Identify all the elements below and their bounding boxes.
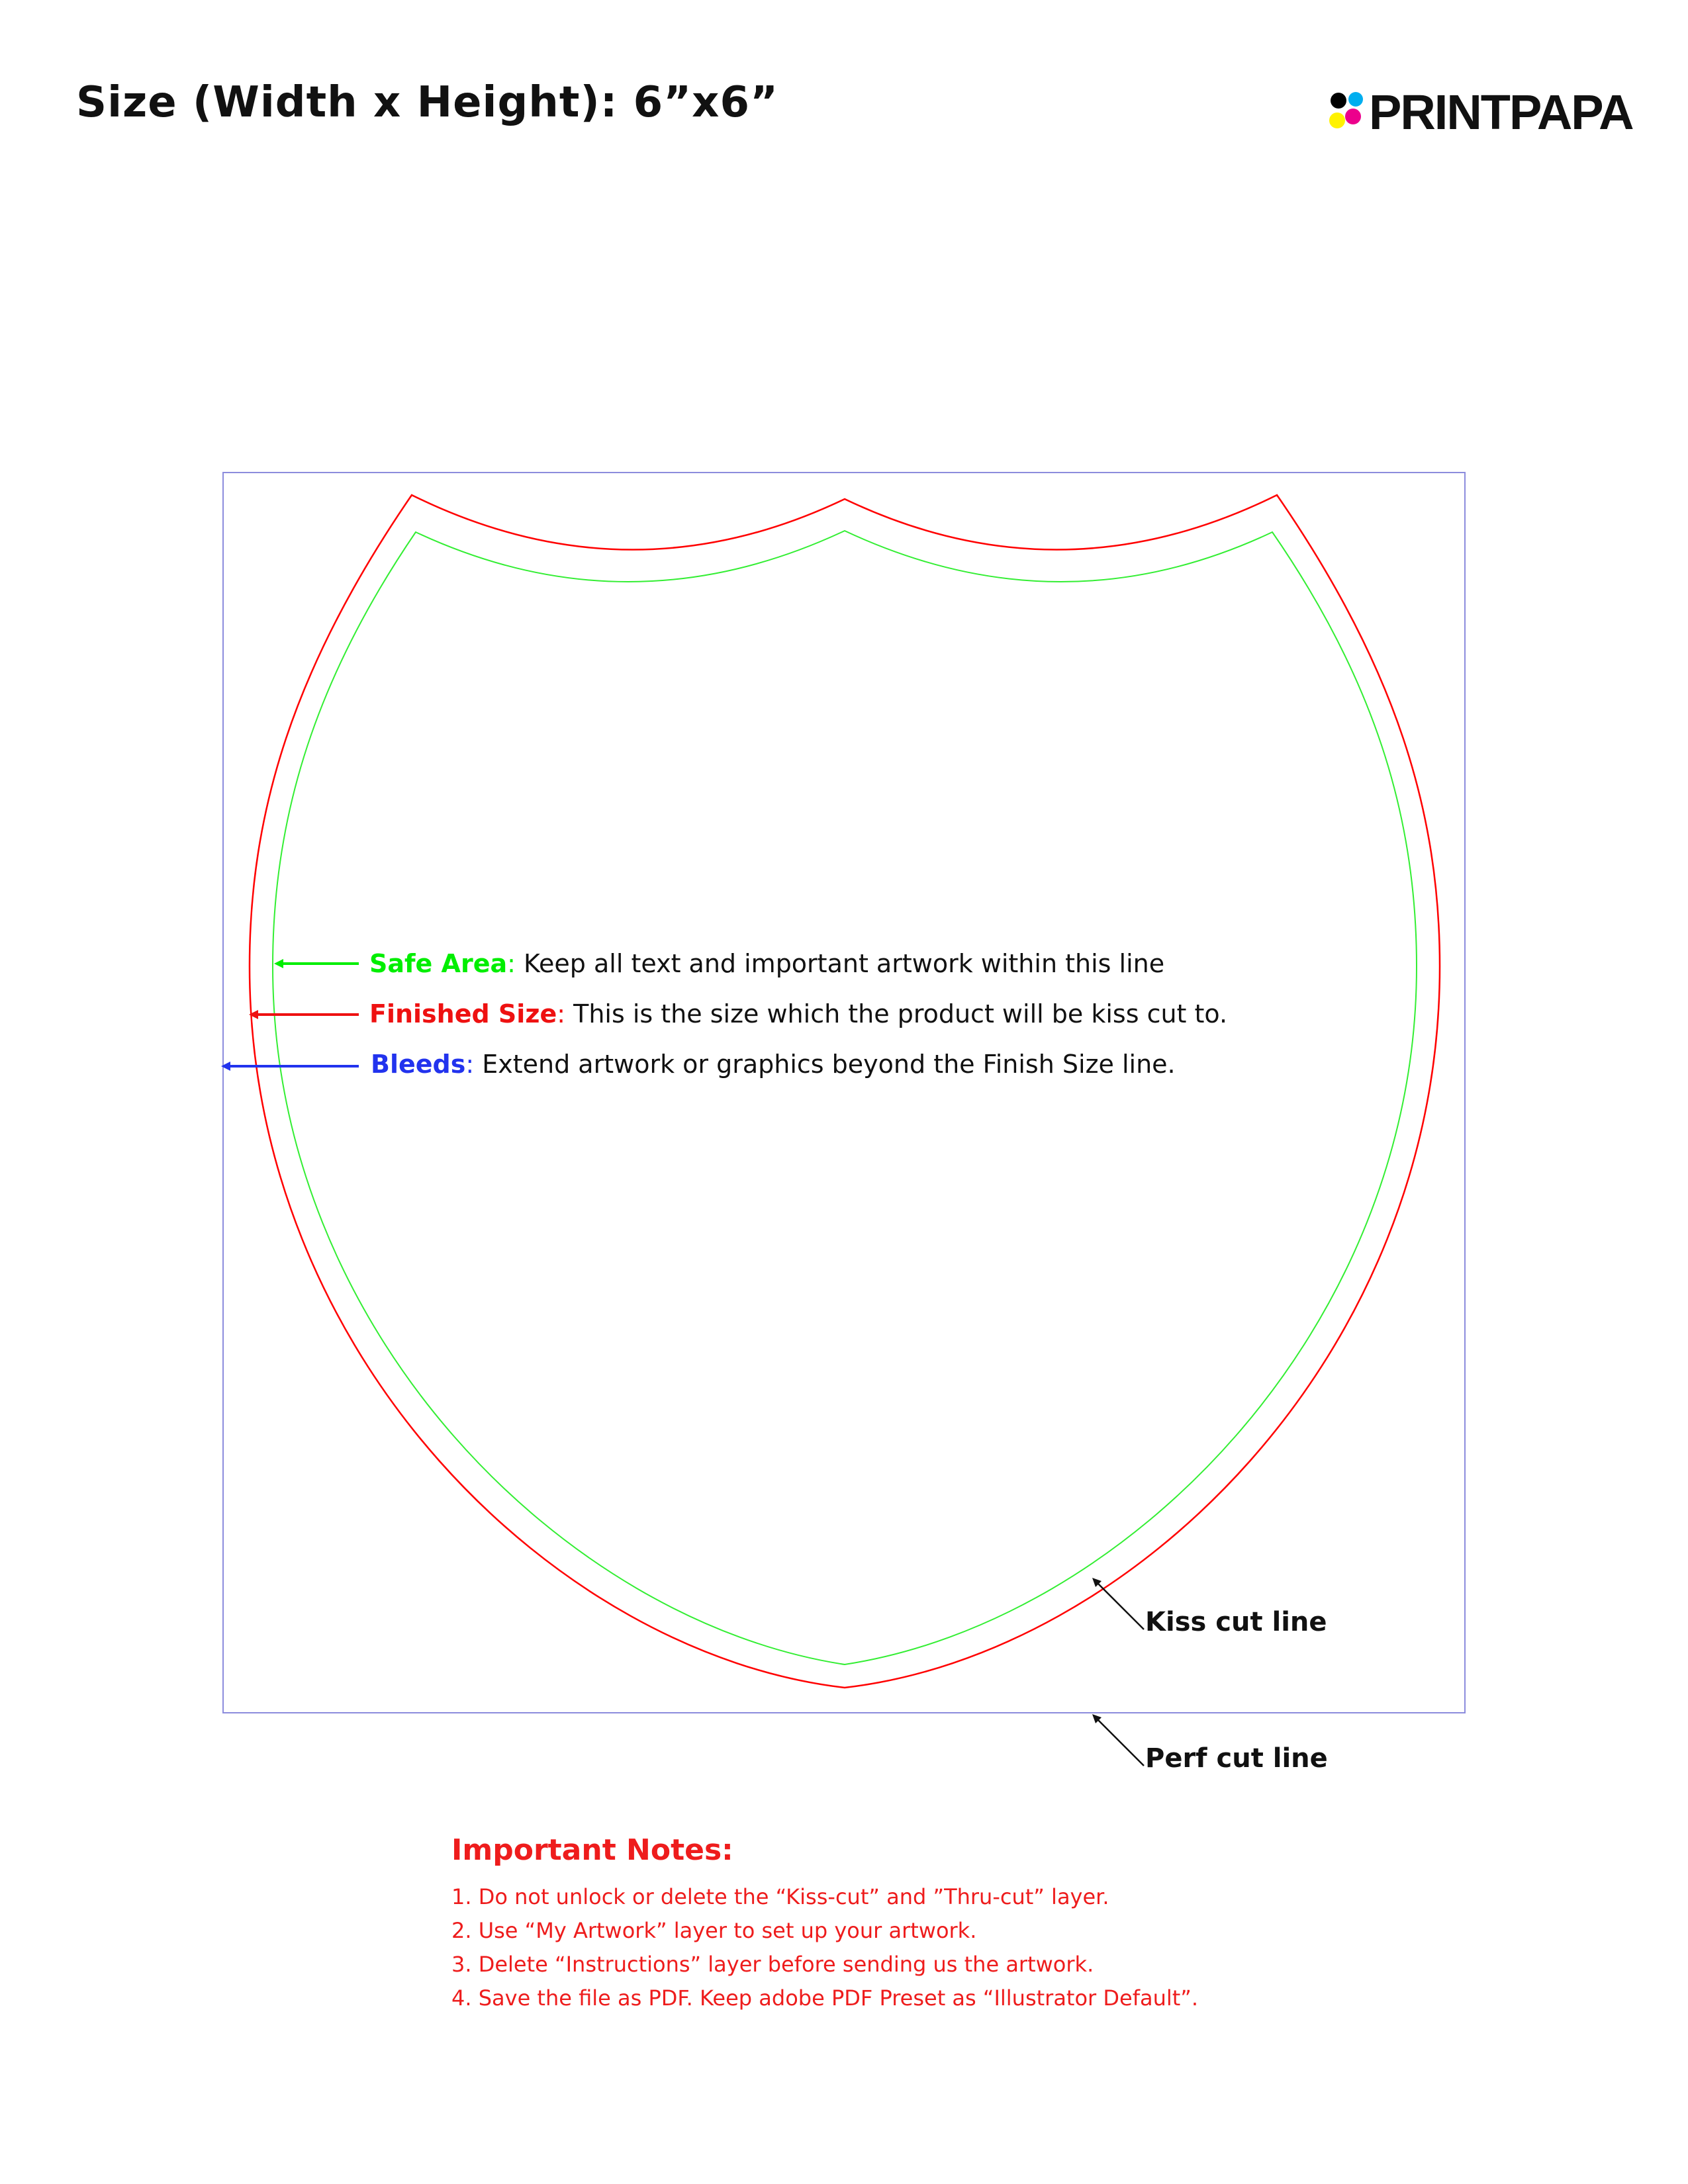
- safe-area-arrow: [274, 959, 359, 968]
- finished-size-text: This is the size which the product will be kiss cut to.: [565, 999, 1228, 1028]
- page-title: Size (Width x Height): 6”x6”: [76, 78, 779, 127]
- note-item: 4. Save the file as PDF. Keep adobe PDF Preset as “Illustrator Default”.: [451, 1985, 1199, 2011]
- safe-area-text: Keep all text and important artwork within this line: [515, 949, 1165, 978]
- note-item: 3. Delete “Instructions” layer before sending us the artwork.: [451, 1952, 1094, 1977]
- finished-size-legend: [369, 998, 1227, 1030]
- notes-title: Important Notes:: [451, 1833, 733, 1867]
- safe-area-term: Safe Area: [369, 949, 508, 978]
- safe-area-line: [273, 531, 1417, 1664]
- finished-size-term: Finished Size: [369, 999, 557, 1028]
- finished-size-kiss-cut-line: [250, 495, 1440, 1688]
- bleeds-legend: [371, 1048, 1176, 1080]
- perf-cut-label: Perf cut line: [1145, 1743, 1328, 1774]
- finished-size-sep: :: [557, 999, 566, 1028]
- safe-area-legend: [369, 948, 1164, 979]
- note-item: 1. Do not unlock or delete the “Kiss-cut” and ”Thru-cut” layer.: [451, 1884, 1109, 1909]
- logo-text: PRINTPAPA: [1369, 85, 1633, 140]
- bleeds-text: Extend artwork or graphics beyond the Finish Size line.: [474, 1050, 1176, 1079]
- important-notes: [451, 1833, 1198, 2015]
- perf-cut-arrow: [1092, 1714, 1144, 1766]
- bleed-perf-cut-line: [223, 473, 1465, 1713]
- notes-list: [451, 1880, 1198, 2015]
- kiss-cut-arrow: [1092, 1578, 1144, 1629]
- safe-area-sep: :: [507, 949, 516, 978]
- bleeds-term: Bleeds: [371, 1050, 466, 1079]
- kiss-cut-label: Kiss cut line: [1145, 1607, 1327, 1637]
- finished-size-arrow: [249, 1010, 359, 1019]
- note-item: 2. Use “My Artwork” layer to set up your artwork.: [451, 1918, 977, 1943]
- bleeds-arrow: [221, 1062, 359, 1071]
- bleeds-sep: :: [465, 1050, 475, 1079]
